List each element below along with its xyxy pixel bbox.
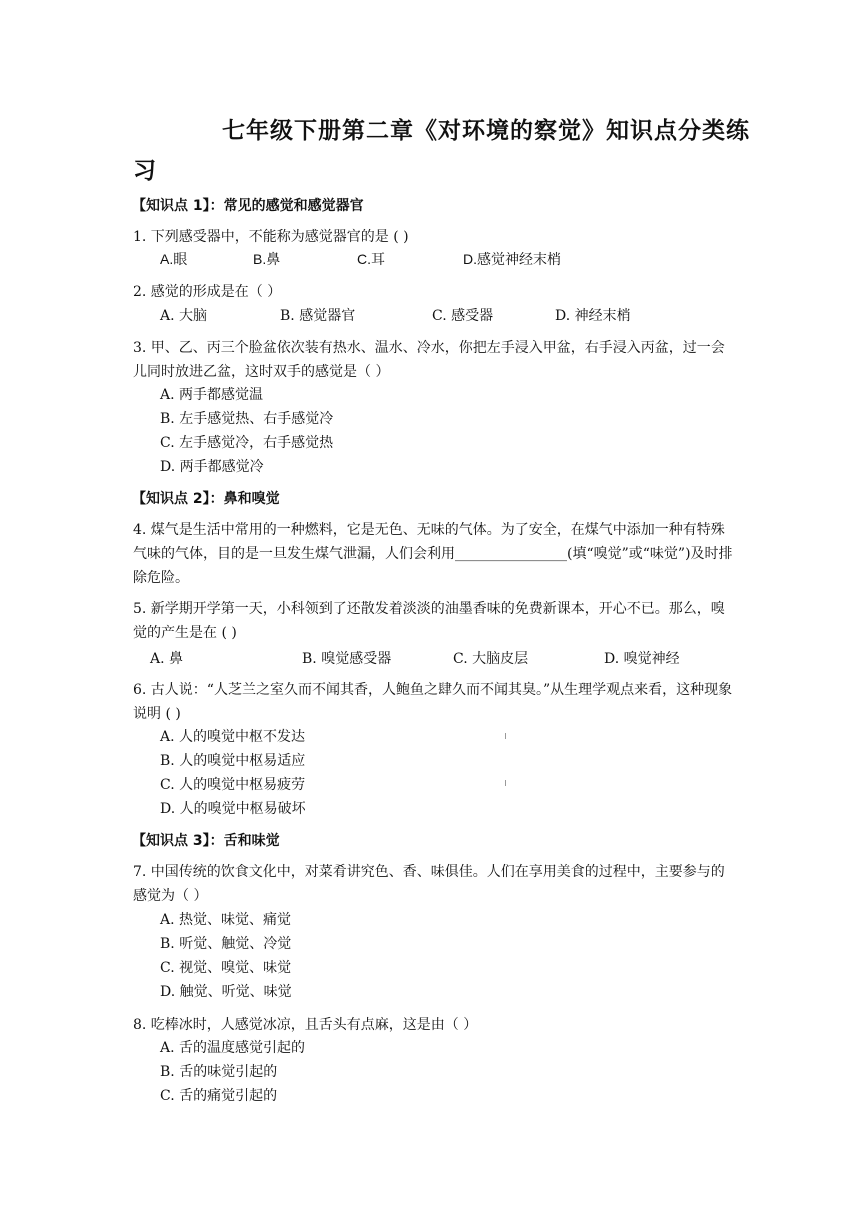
- question-3-option-c: C. 左手感觉冷，右手感觉热: [160, 435, 334, 451]
- question-6-option-d: D. 人的嗅觉中枢易破坏: [160, 801, 306, 817]
- page-title-continued: 习: [133, 157, 156, 184]
- question-5-option-b: B. 嗅觉感受器: [302, 651, 392, 667]
- question-8-option-c: C. 舌的痛觉引起的: [160, 1088, 278, 1104]
- question-3-option-d: D. 两手都感觉冷: [160, 459, 264, 475]
- question-6-option-b: B. 人的嗅觉中枢易适应: [160, 753, 306, 769]
- question-5-option-c: C. 大脑皮层: [453, 651, 529, 667]
- question-5-option-a: A. 鼻: [150, 651, 184, 667]
- question-3-stem: 3. 甲、乙、丙三个脸盆依次装有热水、温水、冷水，你把左手浸入甲盆，右手浸入丙盆，过一会儿同时放进乙盆，这时双手的感觉是（ ）: [133, 340, 725, 380]
- question-6-option-c: C. 人的嗅觉中枢易疲劳: [160, 777, 306, 793]
- question-4-stem: 4. 煤气是生活中常用的一种燃料，它是无色、无味的气体。为了安全，在煤气中添加一种有特殊气味的气体，目的是一旦发生煤气泄漏，人们会利用________________(填“嗅觉”或“味觉”)及时排除危险。: [133, 522, 733, 586]
- page-title: 七年级下册第二章《对环境的察觉》知识点分类练: [222, 117, 750, 144]
- question-8-option-b: B. 舌的味觉引起的: [160, 1064, 278, 1080]
- question-1-option-b: B.鼻: [253, 251, 281, 267]
- question-5-stem: 5. 新学期开学第一天，小科领到了还散发着淡淡的油墨香味的免费新课本，开心不已。那么，嗅觉的产生是在 ( ): [133, 601, 725, 641]
- question-7-option-a: A. 热觉、味觉、痛觉: [160, 912, 292, 928]
- question-7-option-c: C. 视觉、嗅觉、味觉: [160, 960, 292, 976]
- question-3-option-b: B. 左手感觉热、右手感觉冷: [160, 411, 334, 427]
- question-6-option-a: A. 人的嗅觉中枢不发达: [160, 729, 306, 745]
- question-6-stem: 6. 古人说：“人芝兰之室久而不闻其香，人鲍鱼之肆久而不闻其臭。”从生理学观点来看，这种现象说明 ( ): [133, 682, 733, 722]
- question-2-option-c: C. 感受器: [432, 308, 494, 324]
- question-3-option-a: A. 两手都感觉温: [160, 387, 264, 403]
- margin-mark: [505, 733, 506, 739]
- question-1-option-a: A.眼: [160, 251, 188, 267]
- section-heading-2: 【知识点 2】：鼻和嗅觉: [132, 491, 280, 507]
- question-2-option-a: A. 大脑: [160, 308, 208, 324]
- section-heading-1: 【知识点 1】：常见的感觉和感觉器官: [132, 198, 364, 214]
- question-8-option-a: A. 舌的温度感觉引起的: [160, 1040, 306, 1056]
- question-7-option-b: B. 听觉、触觉、冷觉: [160, 936, 292, 952]
- question-2-option-b: B. 感觉器官: [280, 308, 356, 324]
- question-7-option-d: D. 触觉、听觉、味觉: [160, 984, 292, 1000]
- section-heading-3: 【知识点 3】：舌和味觉: [132, 833, 280, 849]
- question-2-option-d: D. 神经末梢: [555, 308, 631, 324]
- question-1-option-c: C.耳: [357, 251, 385, 267]
- question-5-option-d: D. 嗅觉神经: [604, 651, 680, 667]
- question-2-stem: 2. 感觉的形成是在（ ）: [133, 284, 282, 300]
- question-8-stem: 8. 吃棒冰时，人感觉冰凉，且舌头有点麻，这是由（ ）: [133, 1017, 478, 1033]
- question-1-stem: 1. 下列感受器中，不能称为感觉器官的是 ( ): [133, 229, 409, 245]
- question-7-stem: 7. 中国传统的饮食文化中，对菜肴讲究色、香、味俱佳。人们在享用美食的过程中，主要参与的感觉为（ ）: [133, 864, 725, 904]
- question-1-option-d: D.感觉神经末梢: [463, 251, 561, 267]
- margin-mark: [505, 780, 506, 786]
